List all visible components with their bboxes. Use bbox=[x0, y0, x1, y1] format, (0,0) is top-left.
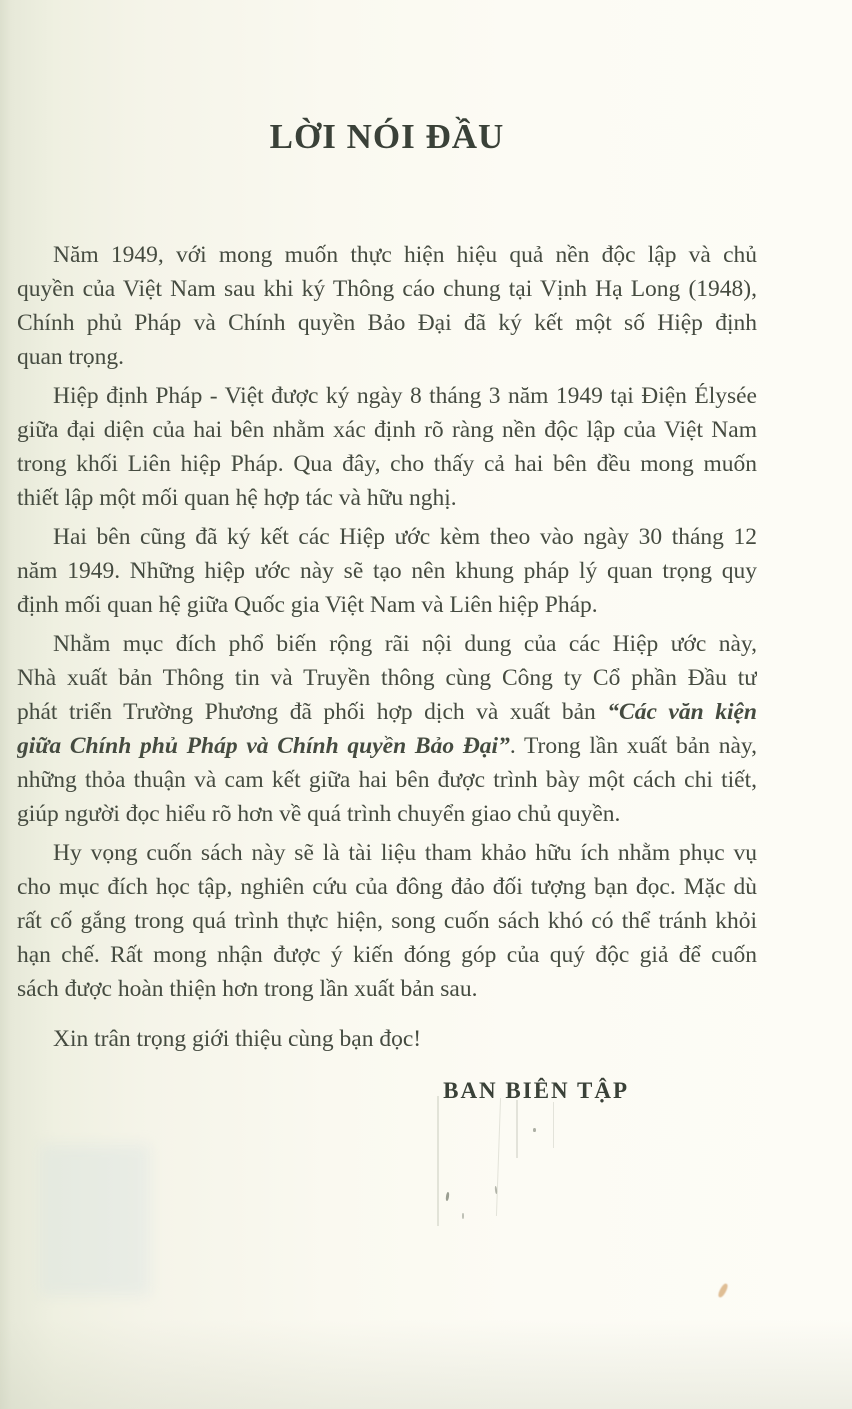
text-segment: Nhà xuất bản Thông tin và Truyền thông cùng Công ty Cổ phần Đầu tư bbox=[17, 665, 757, 691]
text-line bbox=[17, 904, 757, 938]
text-line bbox=[17, 627, 757, 661]
text-segment: giữa đại diện của hai bên nhằm xác định rõ ràng nền độc lập của Việt Nam bbox=[17, 417, 757, 443]
scan-speck bbox=[462, 1213, 464, 1219]
text-line bbox=[17, 272, 757, 306]
text-segment: hạn chế. Rất mong nhận được ý kiến đóng góp của quý độc giả để cuốn bbox=[17, 942, 757, 968]
text-line bbox=[17, 797, 757, 831]
text-line bbox=[17, 695, 757, 729]
paragraph bbox=[17, 238, 757, 374]
text-segment: Hai bên cũng đã ký kết các Hiệp ước kèm theo vào ngày 30 tháng 12 bbox=[53, 524, 757, 550]
text-segment: Hy vọng cuốn sách này sẽ là tài liệu tham khảo hữu ích nhằm phục vụ bbox=[53, 840, 757, 866]
scan-speck bbox=[717, 1282, 729, 1298]
text-line bbox=[17, 836, 757, 870]
page-title: LỜI NÓI ĐẦU bbox=[269, 117, 505, 156]
text-line bbox=[17, 306, 757, 340]
paragraph bbox=[17, 379, 757, 515]
text-block bbox=[17, 115, 757, 1108]
text-segment: Năm 1949, với mong muốn thực hiện hiệu quả nền độc lập và chủ bbox=[53, 242, 757, 268]
text-segment: giúp người đọc hiểu rõ hơn về quá trình chuyển giao chủ quyền. bbox=[17, 801, 621, 827]
text-segment: trong khối Liên hiệp Pháp. Qua đây, cho thấy cả hai bên đều mong muốn bbox=[17, 451, 757, 477]
text-line bbox=[17, 238, 757, 272]
text-line bbox=[17, 661, 757, 695]
text-segment: Nhằm mục đích phổ biến rộng rãi nội dung của các Hiệp ước này, bbox=[53, 631, 757, 657]
text-segment: Chính phủ Pháp và Chính quyền Bảo Đại đã ký kết một số Hiệp định bbox=[17, 310, 757, 336]
scan-speck bbox=[445, 1192, 449, 1201]
text-line bbox=[17, 729, 757, 763]
text-segment: cho mục đích học tập, nghiên cứu của đông đảo đối tượng bạn đọc. Mặc dù bbox=[17, 874, 757, 900]
paragraph bbox=[17, 627, 757, 831]
scan-stain bbox=[40, 1145, 150, 1295]
text-segment: phát triển Trường Phương đã phối hợp dịch và xuất bản bbox=[17, 699, 608, 725]
scan-scratch bbox=[553, 1102, 554, 1148]
text-segment: rất cố gắng trong quá trình thực hiện, song cuốn sách khó có thể tránh khỏi bbox=[17, 908, 757, 934]
text-line bbox=[17, 763, 757, 797]
text-segment: những thỏa thuận và cam kết giữa hai bên được trình bày một cách chi tiết, bbox=[17, 767, 757, 793]
text-line bbox=[17, 447, 757, 481]
text-line bbox=[17, 520, 757, 554]
scan-speck bbox=[533, 1128, 536, 1132]
text-line bbox=[17, 972, 757, 1006]
scan-scratch bbox=[437, 1096, 439, 1226]
foreword-body bbox=[17, 238, 757, 1006]
scan-scratch bbox=[516, 1100, 518, 1158]
text-segment: quan trọng. bbox=[17, 344, 125, 370]
text-line bbox=[17, 588, 757, 622]
text-segment: năm 1949. Những hiệp ước này sẽ tạo nên khung pháp lý quan trọng quy bbox=[17, 558, 757, 584]
emphasized-text: “Các văn kiện bbox=[607, 699, 757, 725]
text-segment: thiết lập một mối quan hệ hợp tác và hữu nghị. bbox=[17, 485, 457, 511]
text-segment: định mối quan hệ giữa Quốc gia Việt Nam và Liên hiệp Pháp. bbox=[17, 592, 598, 618]
emphasized-text: giữa Chính phủ Pháp và Chính quyền Bảo Đại” bbox=[17, 733, 510, 759]
closing-line: Xin trân trọng giới thiệu cùng bạn đọc! bbox=[53, 1026, 422, 1052]
text-segment: . Trong lần xuất bản này, bbox=[509, 733, 757, 759]
paragraph bbox=[17, 520, 757, 622]
signature: BAN BIÊN TẬP bbox=[443, 1078, 629, 1103]
text-segment: quyền của Việt Nam sau khi ký Thông cáo chung tại Vịnh Hạ Long (1948), bbox=[17, 276, 757, 302]
text-line bbox=[17, 481, 757, 515]
text-line bbox=[17, 938, 757, 972]
paragraph bbox=[17, 836, 757, 1006]
text-line bbox=[17, 554, 757, 588]
text-segment: Hiệp định Pháp - Việt được ký ngày 8 tháng 3 năm 1949 tại Điện Élysée bbox=[53, 383, 757, 409]
text-line bbox=[17, 379, 757, 413]
text-line bbox=[17, 413, 757, 447]
text-line bbox=[17, 870, 757, 904]
text-segment: sách được hoàn thiện hơn trong lần xuất bản sau. bbox=[17, 976, 478, 1002]
scan-scratch bbox=[496, 1098, 501, 1216]
text-line bbox=[17, 340, 757, 374]
